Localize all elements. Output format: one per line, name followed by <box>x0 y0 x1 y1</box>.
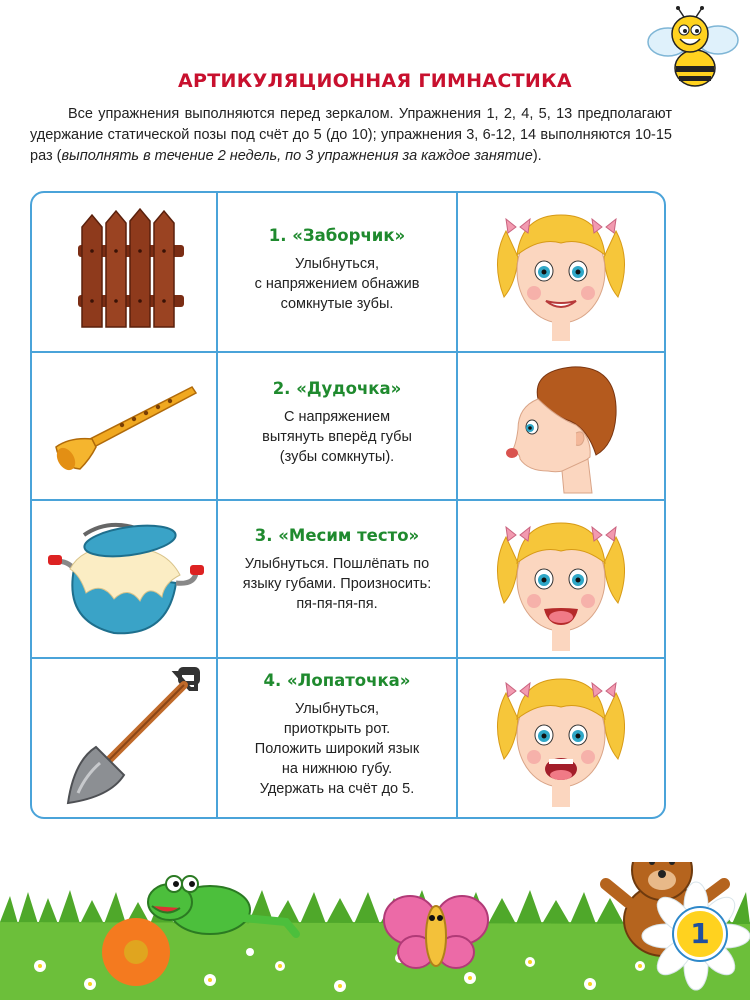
intro-paragraph <box>30 104 672 167</box>
exercise-picture-cell <box>32 193 218 351</box>
exercise-description-cell <box>218 353 458 499</box>
intro-tail-text: ). <box>532 148 542 164</box>
exercise-face-cell <box>458 659 664 819</box>
exercise-face-cell <box>458 353 664 499</box>
smiling-girl-face <box>486 201 636 343</box>
fence-icon <box>76 207 186 332</box>
orange-flower-icon <box>102 918 170 986</box>
exercise-title: 4. «Лопаточка» <box>263 671 411 690</box>
page-number: 1 <box>674 908 726 960</box>
exercise-face-cell <box>458 501 664 657</box>
exercise-description-cell <box>218 659 458 819</box>
boy-profile-face <box>492 359 632 495</box>
exercise-text: Улыбнуться. Пошлёпать по языку губами. Произносить: пя-пя-пя-пя. <box>242 556 432 612</box>
exercise-title: 2. «Дудочка» <box>272 379 402 398</box>
butterfly-icon <box>384 896 488 968</box>
girl-tongue-face <box>486 507 636 653</box>
exercise-description-cell <box>218 501 458 657</box>
intro-italic-text: выполнять в течение 2 недель, по 3 упражнения за каждое занятие <box>61 148 533 164</box>
dough-pot-icon <box>44 513 209 643</box>
exercise-title: 3. «Месим тесто» <box>254 526 420 545</box>
exercise-title: 1. «Заборчик» <box>268 226 406 245</box>
exercise-picture-cell <box>32 659 218 819</box>
exercise-text: Улыбнуться, с напряжением обнажив сомкнутые зубы. <box>254 256 420 312</box>
exercise-face-cell <box>458 193 664 351</box>
exercise-row-4 <box>32 659 664 819</box>
exercise-description-cell <box>218 193 458 351</box>
exercise-text: Улыбнуться, приоткрыть рот. Положить широкий язык на нижнюю губу. Удержать на счёт до 5. <box>254 701 420 797</box>
exercise-row-2 <box>32 353 664 501</box>
intro-main-text: Все упражнения выполняются перед зеркалом. Упражнения 1, 2, 4, 5, 13 предполагают удержание статической позы под счёт до 5 (до 10); упражнения 3, 6-12, 14 выполняются 10-15 раз ( <box>30 106 672 164</box>
exercise-picture-cell <box>32 353 218 499</box>
exercise-table <box>30 191 666 819</box>
exercise-text: С напряжением вытянуть вперёд губы (зубы сомкнуты). <box>262 409 412 465</box>
exercise-picture-cell <box>32 501 218 657</box>
exercise-row-3 <box>32 501 664 659</box>
pipe-icon <box>50 375 200 475</box>
meadow-illustration <box>0 862 750 1000</box>
page-title: АРТИКУЛЯЦИОННАЯ ГИМНАСТИКА <box>178 70 572 92</box>
girl-open-mouth-face <box>486 663 636 809</box>
shovel-icon <box>56 665 206 815</box>
exercise-row-1 <box>32 193 664 353</box>
